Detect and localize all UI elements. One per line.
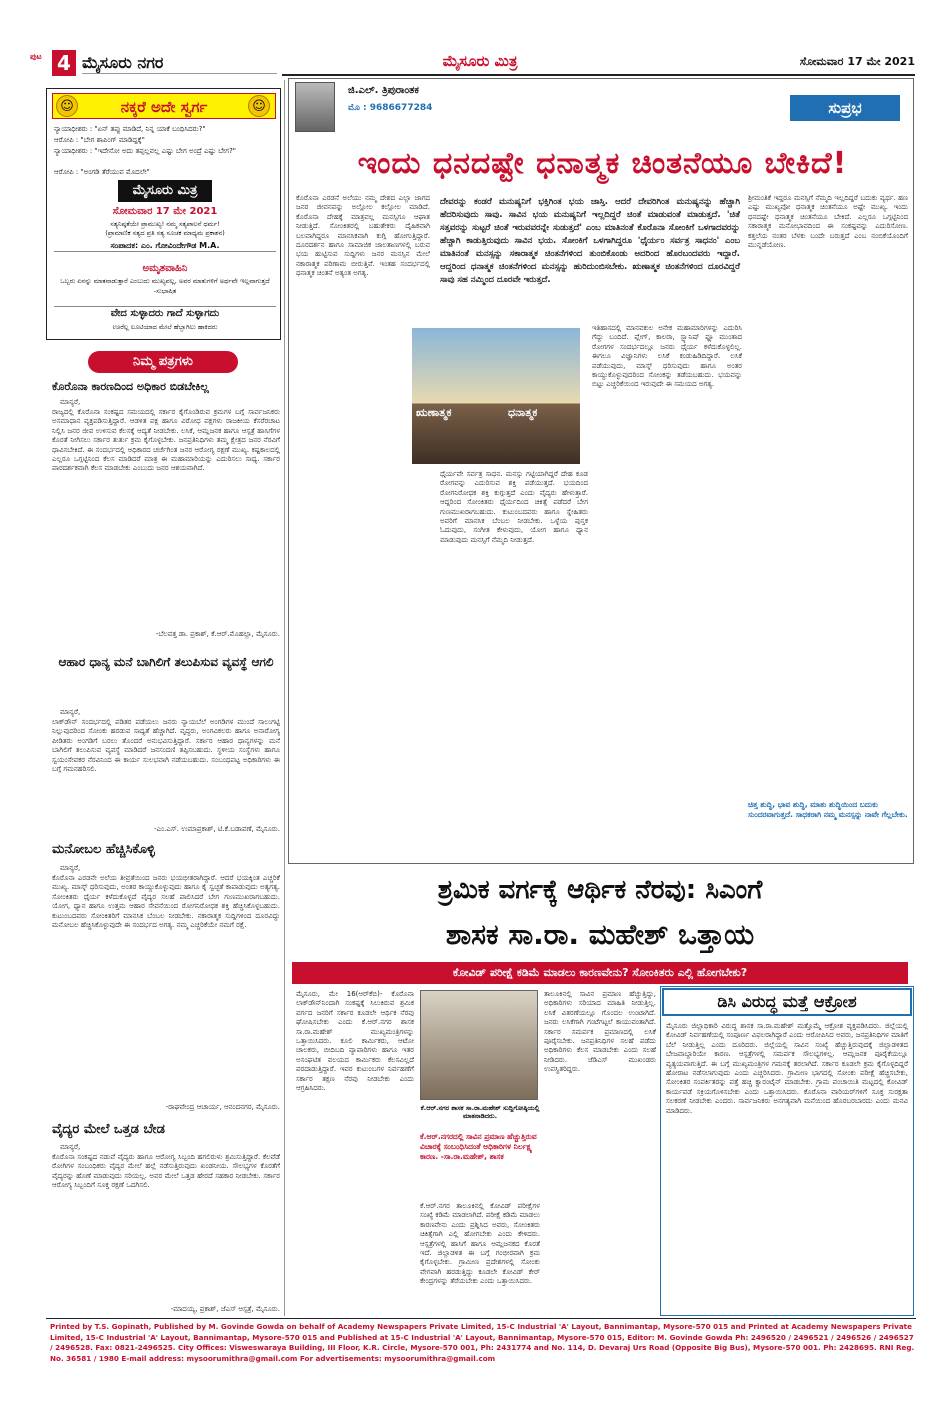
author-phone: ಮೊ : 9686677284: [348, 103, 433, 113]
image-label-negative: ಋಣಾತ್ಮಕ: [416, 406, 452, 419]
proverb-title: ವೇದ ಸುಳ್ಳಾದರು ಗಾದೆ ಸುಳ್ಳಾಗದು: [54, 306, 276, 320]
news-column: ತಾಲೂಕಿನಲ್ಲಿ ಸಾವಿನ ಪ್ರಮಾಣ ಹೆಚ್ಚುತ್ತಿದ್ದು, ಅಧಿಕಾರಿಗಳು ಸರಿಯಾದ ಮಾಹಿತಿ ನೀಡುತ್ತಿಲ್ಲ. ಲಸಿಕೆ ವಿತರಣೆಯಲ್ಲೂ ಗೊಂದಲ ಉಂಟಾಗಿದೆ. ಜನರು ಲಸಿಕೆಗಾಗಿ ಗಂಟೆಗಟ್ಟಲೆ ಕಾಯುವಂತಾಗಿದೆ. ಸರ್ಕಾರ ಸಮರ್ಪಕ ಪ್ರಮಾಣದಲ್ಲಿ ಲಸಿಕೆ ಪೂರೈಸಬೇಕು. ಜನಪ್ರತಿನಿಧಿಗಳ ಸಲಹೆ ಪಡೆದು ಅಧಿಕಾರಿಗಳು ಕೆಲಸ ಮಾಡಬೇಕು ಎಂದು ಸಲಹೆ ನೀಡಿದರು. ಜೆಡಿಎಸ್ ಮುಖಂಡರು ಉಪಸ್ಥಿತರಿದ್ದರು.: [544, 990, 656, 1074]
letter-body: ರಾಜ್ಯದಲ್ಲಿ ಕೊರೊನಾ ಸಂಕಷ್ಟದ ಸಮಯದಲ್ಲಿ ಸರ್ಕಾರ ಕೈಗೊಂಡಿರುವ ಕ್ರಮಗಳ ಬಗ್ಗೆ ಸಾರ್ವಜನಿಕರು ಅಸಮಾಧಾನ ವ್ಯಕ್ತಪಡಿಸುತ್ತಿದ್ದಾರೆ. ಆಡಳಿತ ಪಕ್ಷ ಹಾಗೂ ವಿರೋಧ ಪಕ್ಷಗಳು ರಾಜಕೀಯ ಕೆಸರೆರಚಾಟ ನಿಲ್ಲಿಸಿ ಜನರ ಜೀವ ಉಳಿಸುವ ಕೆಲಸಕ್ಕೆ ಆದ್ಯತೆ ನೀಡಬೇಕು. ಲಸಿಕೆ, ಆಮ್ಲಜನಕ ಹಾಗೂ ಆಸ್ಪತ್ರೆ ಹಾಸಿಗೆಗಳ ಕೊರತೆ ನೀಗಿಸಲು ಸರ್ಕಾರ ತುರ್ತು ಕ್ರಮ ಕೈಗೊಳ್ಳಬೇಕು. ಜನಪ್ರತಿನಿಧಿಗಳು ತಮ್ಮ ಕ್ಷೇತ್ರದ ಜನರ ನೆರವಿಗೆ ಧಾವಿಸಬೇಕಿದೆ. ಈ ಸಂದರ್ಭದಲ್ಲಿ ಅಧಿಕಾರದ ಚರ್ಚೆಗಿಂತ ಜನರ ಆರೋಗ್ಯ ರಕ್ಷಣೆ ಮುಖ್ಯ. ಕಷ್ಟಕಾಲದಲ್ಲಿ ಎಲ್ಲರೂ ಒಗ್ಗಟ್ಟಿನಿಂದ ಕೆಲಸ ಮಾಡಿದರೆ ಮಾತ್ರ ಈ ಮಹಾಮಾರಿಯನ್ನು ಎದುರಿಸಲು ಸಾಧ್ಯ. ಸರ್ಕಾರ ಪಾರದರ್ಶಕವಾಗಿ ಕೆಲಸ ಮಾಡಬೇಕು ಎಂಬುದು ಜನರ ಆಶಯವಾಗಿದೆ.: [52, 408, 280, 473]
humor-line: ಆರೋಪಿ : "ಬೇಗ ಶಾಪಿಂಗ್ ಮಾಡಿದ್ದಕ್ಕೆ": [54, 136, 145, 144]
letter-salutation: ಮಾನ್ಯರೆ,: [60, 864, 81, 872]
humor-line: ನ್ಯಾಯಾಧೀಶರು : "ಇದೇನೋ ಅದು ತಪ್ಪಲ್ಲವಲ್ಲ ಎಷ್ಟು ಬೇಗ ಅಂದ್ರೆ ಎಷ್ಟು ಬೇಗ?": [54, 147, 237, 155]
letters-section-title: ನಿಮ್ಮ ಪತ್ರಗಳು: [88, 351, 238, 373]
masthead-subline: (ಪ್ರಾಮಾಣಿಕ ಸತ್ಯದ ಪ್ರತಿ ಸತ್ಯ ಸೂಚಕ ಮಾಧ್ಯಮ ಪ್ರಕಾಶನ): [105, 229, 225, 237]
humor-line: ಆರೋಪಿ : "ಅಂಗಡಿ ತೆರೆಯುವ ಮೊದಲೇ": [54, 168, 150, 176]
image-label-positive: ಧನಾತ್ಮಕ: [508, 406, 538, 419]
humor-title-text: ನಕ್ಕರೆ ಅದೇ ಸ್ವರ್ಗ: [120, 98, 208, 116]
footer-rule: [46, 1318, 916, 1319]
laughing-face-icon: ☺: [56, 95, 78, 117]
letter-heading: ವೈದ್ಯರ ಮೇಲೆ ಒತ್ತಡ ಬೇಡ: [52, 1122, 165, 1137]
masthead-logo-small: ಮೈಸೂರು ಮಿತ್ರ: [118, 180, 212, 202]
column-tag: ಸುಪ್ರಭ: [790, 95, 900, 121]
news-headline: ಶ್ರಮಿಕ ವರ್ಗಕ್ಕೆ ಆರ್ಥಿಕ ನೆರವು: ಸಿಎಂಗೆ: [437, 875, 763, 905]
letter-signature: -ಎಂ.ಎಸ್. ಉಮಾಪ್ರಕಾಶ್, ಟಿ.ಕೆ.ಬಡಾವಣೆ, ಮೈಸೂರು.: [153, 825, 280, 833]
editor-name: ಸಂಪಾದಕ: ಎಂ. ಗೋವಿಂದೇಗೌಡ M.A.: [54, 240, 276, 252]
section-title: ಮೈಸೂರು ನಗರ: [82, 52, 277, 74]
news-subheadline: ಕೋವಿಡ್ ಪರೀಕ್ಷೆ ಕಡಿಮೆ ಮಾಡಲು ಕಾರಣವೇನು? ಸೋಂಕಿತರು ಎಲ್ಲಿ ಹೋಗಬೇಕು?: [292, 962, 908, 984]
author-photo: [295, 82, 335, 132]
letter-body: ಲಾಕ್‌ಡೌನ್ ಸಂದರ್ಭದಲ್ಲಿ ಪಡಿತರ ಪಡೆಯಲು ಜನರು ನ್ಯಾಯಬೆಲೆ ಅಂಗಡಿಗಳ ಮುಂದೆ ಸಾಲುಗಟ್ಟಿ ನಿಲ್ಲುವುದರಿಂದ ಸೋಂಕು ಹರಡುವ ಸಾಧ್ಯತೆ ಹೆಚ್ಚಾಗಿದೆ. ವೃದ್ಧರು, ಅಂಗವಿಕಲರು ಹಾಗೂ ಅನಾರೋಗ್ಯ ಪೀಡಿತರು ಅಂಗಡಿಗೆ ಬರಲು ತೊಂದರೆ ಅನುಭವಿಸುತ್ತಿದ್ದಾರೆ. ಸರ್ಕಾರ ಆಹಾರ ಧಾನ್ಯಗಳನ್ನು ಮನೆ ಬಾಗಿಲಿಗೆ ತಲುಪಿಸುವ ವ್ಯವಸ್ಥೆ ಮಾಡಿದರೆ ಜನಸಂದಣಿ ತಪ್ಪಿಸಬಹುದು. ಸ್ಥಳೀಯ ಸಂಸ್ಥೆಗಳು ಹಾಗೂ ಸ್ವಯಂಸೇವಕರ ನೆರವಿನಿಂದ ಈ ಕಾರ್ಯ ಸುಲಭವಾಗಿ ನಡೆಯಬಹುದು. ಸಂಬಂಧಪಟ್ಟ ಅಧಿಕಾರಿಗಳು ಈ ಬಗ್ಗೆ ಗಮನಹರಿಸಲಿ.: [52, 718, 280, 774]
humor-title: [52, 93, 276, 119]
letter-salutation: ಮಾನ್ಯರೆ,: [60, 1143, 81, 1151]
article-column: ಧೈರ್ಯವೇ ಸರ್ವತ್ರ ಸಾಧನ. ಮನಸ್ಸು ಗಟ್ಟಿಯಾಗಿದ್ದರೆ ದೇಹ ಕೂಡ ರೋಗವನ್ನು ಎದುರಿಸುವ ಶಕ್ತಿ ಪಡೆಯುತ್ತದೆ. ಭಯದಿಂದ ರೋಗನಿರೋಧಕ ಶಕ್ತಿ ಕುಗ್ಗುತ್ತದೆ ಎಂದು ವೈದ್ಯರು ಹೇಳುತ್ತಾರೆ. ಆದ್ದರಿಂದ ಸೋಂಕಿತರು ಧೈರ್ಯದಿಂದ ಚಿಕಿತ್ಸೆ ಪಡೆದರೆ ಬೇಗ ಗುಣಮುಖರಾಗಬಹುದು. ಕುಟುಂಬದವರು ಹಾಗೂ ಸ್ನೇಹಿತರು ಅವರಿಗೆ ಮಾನಸಿಕ ಬೆಂಬಲ ನೀಡಬೇಕು. ಒಳ್ಳೆಯ ಪುಸ್ತಕ ಓದುವುದು, ಸಂಗೀತ ಕೇಳುವುದು, ಯೋಗ ಹಾಗೂ ಧ್ಯಾನ ಮಾಡುವುದು ಮನಸ್ಸಿಗೆ ನೆಮ್ಮದಿ ನೀಡುತ್ತದೆ.: [440, 470, 588, 544]
letter-heading: ಮನೋಬಲ ಹೆಚ್ಚಿಸಿಕೊಳ್ಳಿ: [52, 842, 155, 857]
news-column: ಕೆ.ಆರ್.ನಗರ ತಾಲೂಕಿನಲ್ಲಿ ಕೋವಿಡ್ ಪರೀಕ್ಷೆಗಳ ಸಂಖ್ಯೆ ಕಡಿಮೆ ಮಾಡಲಾಗಿದೆ. ಪರೀಕ್ಷೆ ಕಡಿಮೆ ಮಾಡಲು ಕಾರಣವೇನು ಎಂದು ಪ್ರಶ್ನಿಸಿದ ಅವರು, ಸೋಂಕಿತರು ಚಿಕಿತ್ಸೆಗಾಗಿ ಎಲ್ಲಿ ಹೋಗಬೇಕು ಎಂದು ಕೇಳಿದರು. ಆಸ್ಪತ್ರೆಗಳಲ್ಲಿ ಹಾಸಿಗೆ ಹಾಗೂ ಆಮ್ಲಜನಕದ ಕೊರತೆ ಇದೆ. ಜಿಲ್ಲಾಡಳಿತ ಈ ಬಗ್ಗೆ ಗಂಭೀರವಾಗಿ ಕ್ರಮ ಕೈಗೊಳ್ಳಬೇಕು. ಗ್ರಾಮೀಣ ಪ್ರದೇಶಗಳಲ್ಲಿ ಸೋಂಕು ವೇಗವಾಗಿ ಹರಡುತ್ತಿದ್ದು ಕೂಡಲೇ ಕೋವಿಡ್ ಕೇರ್ ಕೇಂದ್ರಗಳನ್ನು ತೆರೆಯಬೇಕು ಎಂದು ಒತ್ತಾಯಿಸಿದರು.: [420, 1202, 540, 1286]
letter-body: ಕೊರೊನಾ ಸಂಕಷ್ಟದ ನಡುವೆ ವೈದ್ಯರು ಹಾಗೂ ಆರೋಗ್ಯ ಸಿಬ್ಬಂದಿ ಹಗಲಿರುಳು ಶ್ರಮಿಸುತ್ತಿದ್ದಾರೆ. ಕೆಲವೆಡೆ ರೋಗಿಗಳ ಸಂಬಂಧಿಕರು ವೈದ್ಯರ ಮೇಲೆ ಹಲ್ಲೆ ನಡೆಸುತ್ತಿರುವುದು ಖಂಡನೀಯ. ಸೌಲಭ್ಯಗಳ ಕೊರತೆಗೆ ವೈದ್ಯರನ್ನು ಹೊಣೆ ಮಾಡುವುದು ಸರಿಯಲ್ಲ. ಅವರ ಮೇಲೆ ಒತ್ತಡ ಹೇರದೆ ಸಹಕಾರ ನೀಡಬೇಕು. ಸರ್ಕಾರ ಆರೋಗ್ಯ ಸಿಬ್ಬಂದಿಗೆ ಸೂಕ್ತ ರಕ್ಷಣೆ ಒದಗಿಸಲಿ.: [52, 1153, 280, 1190]
article-column: ಇತಿಹಾಸದಲ್ಲಿ ಮಾನವಕುಲ ಅನೇಕ ಮಹಾಮಾರಿಗಳನ್ನು ಎದುರಿಸಿ ಗೆದ್ದು ಬಂದಿದೆ. ಪ್ಲೇಗ್, ಕಾಲರಾ, ಸ್ಪ್ಯಾನಿಷ್ ಫ್ಲೂ ಮುಂತಾದ ರೋಗಗಳ ಸಂದರ್ಭದಲ್ಲೂ ಜನರು ಧೈರ್ಯ ಕಳೆದುಕೊಳ್ಳಲಿಲ್ಲ. ಈಗಲೂ ವಿಜ್ಞಾನಿಗಳು ಲಸಿಕೆ ಕಂಡುಹಿಡಿದಿದ್ದಾರೆ. ಲಸಿಕೆ ಪಡೆಯುವುದು, ಮಾಸ್ಕ್ ಧರಿಸುವುದು ಹಾಗೂ ಅಂತರ ಕಾಯ್ದುಕೊಳ್ಳುವುದರಿಂದ ಸೋಂಕನ್ನು ತಡೆಯಬಹುದು. ಭಯವನ್ನು ಬಿಟ್ಟು ಎಚ್ಚರಿಕೆಯಿಂದ ಇರುವುದೇ ಈ ಸಮಯದ ಅಗತ್ಯ.: [592, 324, 742, 389]
amruta-text: ಒಬ್ಬರು ಏನನ್ನು ಮಾತನಾಡುತ್ತಾರೆ ಎಂಬುದು ಮುಖ್ಯವಲ್ಲ, ಅವರ ಮಾತುಗಳಿಗೆ ಅರ್ಥವೇ ಇಲ್ಲವಾಗುತ್ತದೆ -ಸುಭಾಷಿತ: [60, 277, 270, 295]
article-pull-quote: ದೇವರನ್ನು ಕಂಡರೆ ಮನುಷ್ಯನಿಗೆ ಭಕ್ತಿಗಿಂತ ಭಯ ಜಾಸ್ತಿ. ಆದರೆ ದೇವರಿಗಿಂತ ಮನುಷ್ಯನನ್ನು ಹೆಚ್ಚಾಗಿ ಹೆದರಿಸುವುದು ಸಾವು. ಸಾವಿನ ಭಯ ಮನುಷ್ಯನಿಗೆ ಇಲ್ಲದಿದ್ದರೆ ಚಿಂತೆ ಮಾಡುವಂತೆ ಮಾಡುತ್ತದೆ. 'ಚಿತೆ ಸತ್ತವರನ್ನು ಸುಟ್ಟರೆ ಚಿಂತೆ ಇರುವವರನ್ನೇ ಸುಡುತ್ತದೆ' ಎಂಬ ಮಾತಿನಂತೆ ಕೊರೊನಾ ಸೋಂಕಿಗೆ ಒಳಗಾದವರನ್ನು ಹೆಚ್ಚಾಗಿ ಕಾಡುತ್ತಿರುವುದು ಸಾವಿನ ಭಯ. ಸೋಂಕಿಗೆ ಒಳಗಾಗಿದ್ದರೂ 'ಧೈರ್ಯಂ ಸರ್ವತ್ರ ಸಾಧನಂ' ಎಂಬ ಮಾತಿನಂತೆ ಮನಸ್ಸನ್ನು ಸಕಾರಾತ್ಮಕ ಚಿಂತನೆಗಳಿಂದ ತುಂಬಿಕೊಂಡು ಅದರಿಂದ ಹೊರಬಂದವರು ಇದ್ದಾರೆ. ಆದ್ದರಿಂದ ಧನಾತ್ಮಕ ಚಿಂತನೆಗಳಿಂದ ಮನಸ್ಸನ್ನು ಹುರಿದುಂಬಿಸಬೇಕು. ಋಣಾತ್ಮಕ ಚಿಂತನೆಗಳಿಂದ ದೂರವಿದ್ದರೆ ಸಾವು ಸಹ ನಮ್ಮಿಂದ ದೂರವೇ ಇರುತ್ತದೆ.: [440, 197, 740, 285]
issue-date: ಸೋಮವಾರ 17 ಮೇ 2021: [799, 55, 915, 68]
letter-body: ಕೊರೊನಾ ಎರಡನೇ ಅಲೆಯ ತೀವ್ರತೆಯಿಂದ ಜನರು ಭಯಭೀತರಾಗಿದ್ದಾರೆ. ಆದರೆ ಭಯಕ್ಕಿಂತ ಎಚ್ಚರಿಕೆ ಮುಖ್ಯ. ಮಾಸ್ಕ್ ಧರಿಸುವುದು, ಅಂತರ ಕಾಯ್ದುಕೊಳ್ಳುವುದು ಹಾಗೂ ಕೈ ಸ್ವಚ್ಛತೆ ಕಾಪಾಡುವುದು ಅತ್ಯಗತ್ಯ. ಸೋಂಕಿತರು ಧೈರ್ಯ ಕಳೆದುಕೊಳ್ಳದೆ ವೈದ್ಯರ ಸಲಹೆ ಪಾಲಿಸಿದರೆ ಬೇಗ ಗುಣಮುಖರಾಗಬಹುದು. ಯೋಗ, ಧ್ಯಾನ ಹಾಗೂ ಉತ್ತಮ ಆಹಾರ ಸೇವನೆಯಿಂದ ರೋಗನಿರೋಧಕ ಶಕ್ತಿ ಹೆಚ್ಚಿಸಿಕೊಳ್ಳಬಹುದು. ಕುಟುಂಬದವರು ಸೋಂಕಿತರಿಗೆ ಮಾನಸಿಕ ಬೆಂಬಲ ನೀಡಬೇಕು. ನಕಾರಾತ್ಮಕ ಸುದ್ದಿಗಳಿಂದ ದೂರವಿದ್ದು ಮನೋಬಲ ಹೆಚ್ಚಿಸಿಕೊಳ್ಳುವುದೇ ಈ ಸಂದರ್ಭದ ಅಗತ್ಯ. ನಮ್ಮ ಎಚ್ಚರಿಕೆಯೇ ನಮಗೆ ರಕ್ಷೆ.: [52, 874, 280, 930]
dc-story-headline: ಡಿಸಿ ವಿರುದ್ಧ ಮತ್ತೆ ಆಕ್ರೋಶ: [662, 988, 912, 1016]
article-column: ಶ್ರೀಮಂತಿಕೆ ಇದ್ದರೂ ಮನಸ್ಸಿಗೆ ನೆಮ್ಮದಿ ಇಲ್ಲದಿದ್ದರೆ ಬದುಕು ವ್ಯರ್ಥ. ಹಣ ಎಷ್ಟು ಮುಖ್ಯವೋ ಧನಾತ್ಮಕ ಚಿಂತನೆಯೂ ಅಷ್ಟೇ ಮುಖ್ಯ. ಇಂದು ಧನದಷ್ಟೇ ಧನಾತ್ಮಕ ಚಿಂತನೆಯೂ ಬೇಕಿದೆ. ಎಲ್ಲರೂ ಒಗ್ಗಟ್ಟಿನಿಂದ ಸಕಾರಾತ್ಮಕ ಮನೋಭಾವದಿಂದ ಈ ಸಂಕಷ್ಟವನ್ನು ಎದುರಿಸೋಣ. ಕತ್ತಲೆಯ ನಂತರ ಬೆಳಕು ಬಂದೇ ಬರುತ್ತದೆ ಎಂಬ ನಂಬಿಕೆಯೊಂದಿಗೆ ಮುನ್ನಡೆಯೋಣ.: [748, 194, 908, 250]
article-highlight: ಚಿತ್ತ ಶುದ್ಧಿ, ಭಾವ ಶುದ್ಧಿ, ಮಾತು ಶುದ್ಧಿಯಿಂದ ಬದುಕು ಸುಂದರವಾಗುತ್ತದೆ. ಸಾಧಕರಾಗಿ ನಮ್ಮ ಮನಸ್ಸನ್ನು ನಾವೇ ಗೆಲ್ಲಬೇಕು.: [748, 800, 908, 819]
mla-photo: [420, 990, 538, 1100]
page-number: 4: [52, 50, 76, 76]
news-pull-quote: ಕೆ.ಆರ್.ನಗರದಲ್ಲಿ ಸಾವಿನ ಪ್ರಮಾಣ ಹೆಚ್ಚುತ್ತಿರುವ ವಿಚಾರಕ್ಕೆ ಸಂಬಂಧಿಸಿದಂತೆ ಅಧಿಕಾರಿಗಳ ನಿರ್ಲಕ್ಷ್ಯ ಕಾರಣ. -ಸಾ.ರಾ.ಮಹೇಶ್, ಶಾಸಕ: [420, 1132, 537, 1161]
author-name: ಜಿ.ಎಲ್. ತ್ರಿಪುರಾಂತಕ: [348, 85, 419, 96]
letter-signature: -ಮಾದಯ್ಯ, ಪ್ರಕಾಶ್, ಜೆಎಸ್ ಆಸ್ಪತ್ರೆ, ಮೈಸೂರು.: [170, 1305, 280, 1313]
dc-story-body: ಮೈಸೂರು ಜಿಲ್ಲಾಧಿಕಾರಿ ವಿರುದ್ಧ ಶಾಸಕ ಸಾ.ರಾ.ಮಹೇಶ್ ಮತ್ತೊಮ್ಮೆ ಆಕ್ರೋಶ ವ್ಯಕ್ತಪಡಿಸಿದರು. ಜಿಲ್ಲೆಯಲ್ಲಿ ಕೋವಿಡ್ ನಿರ್ವಹಣೆಯಲ್ಲಿ ಸಂಪೂರ್ಣ ವಿಫಲರಾಗಿದ್ದಾರೆ ಎಂದು ಆರೋಪಿಸಿದ ಅವರು, ಜನಪ್ರತಿನಿಧಿಗಳ ಮಾತಿಗೆ ಬೆಲೆ ನೀಡುತ್ತಿಲ್ಲ ಎಂದು ದೂರಿದರು. ಜಿಲ್ಲೆಯಲ್ಲಿ ಸಾವಿನ ಸಂಖ್ಯೆ ಹೆಚ್ಚುತ್ತಿರುವುದಕ್ಕೆ ಜಿಲ್ಲಾಡಳಿತದ ಬೇಜವಾಬ್ದಾರಿಯೇ ಕಾರಣ. ಆಸ್ಪತ್ರೆಗಳಲ್ಲಿ ಸಮರ್ಪಕ ಸೌಲಭ್ಯಗಳಿಲ್ಲ. ಆಮ್ಲಜನಕ ಪೂರೈಕೆಯಲ್ಲೂ ವ್ಯತ್ಯಯವಾಗುತ್ತಿದೆ. ಈ ಬಗ್ಗೆ ಮುಖ್ಯಮಂತ್ರಿಗಳ ಗಮನಕ್ಕೆ ತರಲಾಗಿದೆ. ಸರ್ಕಾರ ಕೂಡಲೇ ಕ್ರಮ ಕೈಗೊಳ್ಳದಿದ್ದರೆ ಹೋರಾಟ ನಡೆಸಲಾಗುವುದು ಎಂದು ಎಚ್ಚರಿಸಿದರು. ಗ್ರಾಮೀಣ ಭಾಗದಲ್ಲಿ ಸೋಂಕು ಪರೀಕ್ಷೆ ಹೆಚ್ಚಿಸಬೇಕು, ಸೋಂಕಿತರ ಸಂಪರ್ಕಿತರನ್ನು ಪತ್ತೆ ಹಚ್ಚಿ ಕ್ವಾರಂಟೈನ್ ಮಾಡಬೇಕು. ಗ್ರಾಮ ಪಂಚಾಯಿತಿ ಮಟ್ಟದಲ್ಲಿ ಕೋವಿಡ್ ಕಾರ್ಯಪಡೆ ಸಕ್ರಿಯಗೊಳಿಸಬೇಕು ಎಂದು ಒತ್ತಾಯಿಸಿದರು. ಕೊರೊನಾ ವಾರಿಯರ್‌ಗಳಿಗೆ ಸೂಕ್ತ ಸುರಕ್ಷತಾ ಸಲಕರಣೆ ನೀಡಬೇಕು ಎಂದರು. ಸಾರ್ವಜನಿಕರು ಅನಗತ್ಯವಾಗಿ ಮನೆಯಿಂದ ಹೊರಬರಬಾರದು ಎಂದು ಮನವಿ ಮಾಡಿದರು.: [666, 1022, 908, 1115]
amruta-title: ಅಮೃತವಾಹಿನಿ: [142, 263, 188, 274]
letter-signature: -ರಾಘವೇಂದ್ರ ಆಚಾರ್ಯ, ಆನಂದನಗರ, ಮೈಸೂರು.: [165, 1103, 280, 1111]
news-column: ಮೈಸೂರು, ಮೇ 16(ಆರ್‌ಕೆಬಿ)- ಕೊರೊನಾ ಲಾಕ್‌ಡೌನ್‌ನಿಂದಾಗಿ ಸಂಕಷ್ಟಕ್ಕೆ ಸಿಲುಕಿರುವ ಶ್ರಮಿಕ ವರ್ಗದ ಜನರಿಗೆ ಸರ್ಕಾರ ಕೂಡಲೇ ಆರ್ಥಿಕ ನೆರವು ಘೋಷಿಸಬೇಕು ಎಂದು ಕೆ.ಆರ್.ನಗರ ಶಾಸಕ ಸಾ.ರಾ.ಮಹೇಶ್ ಮುಖ್ಯಮಂತ್ರಿಗಳನ್ನು ಒತ್ತಾಯಿಸಿದರು. ಕೂಲಿ ಕಾರ್ಮಿಕರು, ಆಟೋ ಚಾಲಕರು, ಬೀದಿಬದಿ ವ್ಯಾಪಾರಿಗಳು ಹಾಗೂ ಇತರ ಅಸಂಘಟಿತ ವಲಯದ ಕಾರ್ಮಿಕರು ಕೆಲಸವಿಲ್ಲದೆ ಪರದಾಡುತ್ತಿದ್ದಾರೆ. ಇವರ ಕುಟುಂಬಗಳ ನಿರ್ವಹಣೆಗೆ ಸರ್ಕಾರ ತಕ್ಷಣ ನೆರವು ನೀಡಬೇಕು ಎಂದು ಆಗ್ರಹಿಸಿದರು.: [296, 990, 414, 1093]
photo-caption: ಕೆ.ಆರ್.ನಗರ ಶಾಸಕ ಸಾ.ರಾ.ಮಹೇಶ್ ಸುದ್ದಿಗೋಷ್ಠಿಯಲ್ಲಿ ಮಾತನಾಡಿದರು.: [420, 1104, 540, 1120]
news-headline-line2: ಶಾಸಕ ಸಾ.ರಾ. ಮಹೇಶ್ ಒತ್ತಾಯ: [445, 918, 755, 951]
letter-heading: ಆಹಾರ ಧಾನ್ಯ ಮನೆ ಬಾಗಿಲಿಗೆ ತಲುಪಿಸುವ ವ್ಯವಸ್ಥೆ ಆಗಲಿ: [58, 655, 274, 669]
header-rule: [282, 74, 915, 76]
letter-salutation: ಮಾನ್ಯರೆ,: [60, 398, 81, 406]
page-label: ಪುಟ: [30, 52, 42, 61]
letter-heading: ಕೊರೊನಾ ಕಾರಣದಿಂದ ಅಧಿಕಾರ ಬಿಡಬೇಕಿಲ್ಲ: [52, 380, 209, 393]
article-headline: ಇಂದು ಧನದಷ್ಟೇ ಧನಾತ್ಮಕ ಚಿಂತನೆಯೂ ಬೇಕಿದೆ!: [357, 146, 848, 181]
column-divider: [284, 80, 285, 1316]
article-column: ಕೊರೊನಾ ಎರಡನೆ ಅಲೆಯು ನಮ್ಮ ದೇಶದ ಎಲ್ಲಾ ಜಾಗದ ಜನರ ಜೀವನವನ್ನು ಅಲ್ಲೋಲ ಕಲ್ಲೋಲ ಮಾಡಿದೆ. ಕೊರೊನಾ ದೇಹಕ್ಕೆ ಮಾತ್ರವಲ್ಲ ಮನಸ್ಸಿಗೂ ಆಘಾತ ನೀಡುತ್ತಿದೆ. ಸೋಂಕಿತರಲ್ಲಿ ಬಹುತೇಕರು ದೈಹಿಕವಾಗಿ ಬಲವಾಗಿದ್ದರೂ ಮಾನಸಿಕವಾಗಿ ಕುಗ್ಗಿ ಹೋಗುತ್ತಿದ್ದಾರೆ. ದೂರದರ್ಶನ ಹಾಗೂ ಸಾಮಾಜಿಕ ಜಾಲತಾಣಗಳಲ್ಲಿ ಬರುವ ಭಯ ಹುಟ್ಟಿಸುವ ಸುದ್ದಿಗಳು ಜನರ ಮನಸ್ಸಿನ ಮೇಲೆ ನಕಾರಾತ್ಮಕ ಪರಿಣಾಮ ಬೀರುತ್ತಿವೆ. ಇಂತಹ ಸಂದರ್ಭದಲ್ಲಿ ಧನಾತ್ಮಕ ಚಿಂತನೆ ಅತ್ಯಂತ ಅಗತ್ಯ.: [296, 194, 430, 278]
masthead-logo: ಮೈಸೂರು ಮಿತ್ರ: [442, 52, 518, 70]
laughing-face-icon: ☺: [248, 95, 270, 117]
humor-line: ನ್ಯಾಯಾಧೀಶರು : "ಏನ್ ತಪ್ಪು ಮಾಡಿದೆ, ನಿನ್ನ ಯಾಕೆ ಬಂಧಿಸಿದರು?": [54, 125, 206, 133]
masthead-date: ಸೋಮವಾರ 17 ಮೇ 2021: [112, 206, 218, 217]
imprint-footer: Printed by T.S. Gopinath, Published by M. Govinde Gowda on behalf of Academy Newspapers Private Limited, 15-C Industrial 'A' Layout, Bannimantap, Mysore-570 015 and Printed at Academy Newspapers Private Limited, 15-C Industrial 'A' Layout, Bannimantap, Mysore-570 015 and Published at 15-C Industrial 'A' Layout, Bannimantap, Mysore-570 015, Editor: M. Govinde Gowda Ph: 2496520 / 2496521 / 2496526 / 2496527 / 2496528. Fax: 0821-2496525. City Offices: Visweswaraya Building, III Floor, K.R. Circle, Mysore-570 001, Ph: 2431774 and No. 114, D. Devaraj Urs Road (Opposite Big Bus), Mysore-570 001. Ph: 2428695. RNI Reg. No. 36581 / 1980 E-mail address: mysoorumithra@gmail.com For advertisements: mysoorumithra@gmail.com: [50, 1322, 915, 1363]
sunset-illustration: [412, 328, 580, 464]
letter-salutation: ಮಾನ್ಯರೆ,: [60, 708, 81, 716]
masthead-motto: ಸತ್ಯನಿಷ್ಠತೆಯೇ ಪ್ರಾಮುಖ್ಯ! ನಮ್ಮ ಸತ್ಯಪಾಲನೆ ಧರ್ಮ!: [110, 220, 220, 228]
proverb-text: ಊರೆಲ್ಲ ಲೂಟಿಯಾದ ಮೇಲೆ ಹೆಬ್ಬಾಗಿಲು ಹಾಕಿದರು: [112, 323, 218, 331]
letter-signature: -ಬೆಲವತ್ತ ಡಾ. ಪ್ರಕಾಶ್, ಕೆ.ಆರ್.ಮೊಹಲ್ಲಾ, ಮೈಸೂರು.: [155, 630, 280, 638]
